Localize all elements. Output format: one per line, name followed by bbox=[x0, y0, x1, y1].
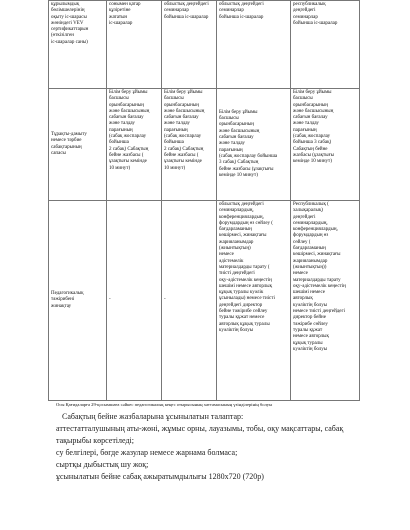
footnote: Осы Қағидаларға 29-қосымшаға сәйкес педагогикалық кеңес отырысының хаттамасының үзінділерінің болуы bbox=[56, 402, 273, 407]
table-cell bbox=[162, 89, 217, 201]
cell-line: құрылымдық bbox=[51, 2, 80, 7]
table-cell bbox=[291, 201, 360, 401]
cell-line: материалдарды тарату bbox=[293, 277, 341, 283]
cell-line: құзіретіне bbox=[109, 8, 131, 14]
cell-line: Білім беру ұйымы bbox=[109, 90, 148, 95]
cell-line: бейне жазбасы ( bbox=[164, 152, 199, 158]
cell-line: жарияланымдар bbox=[293, 258, 328, 264]
cell-line: куәліктің болуы bbox=[293, 346, 328, 352]
cell-line: семинарлар bbox=[293, 14, 318, 20]
row-label bbox=[49, 201, 107, 401]
cell-line: форумдардың өз сөйлеу ( bbox=[219, 220, 273, 226]
cell-line: немесе bbox=[293, 271, 308, 277]
cell-line: бағдарламаның bbox=[293, 246, 326, 252]
cell-line: (сабақ жоспарлау bbox=[164, 134, 202, 140]
cell-line: авторлық құқық туралы bbox=[219, 321, 270, 327]
cell-line: сонымен қатар bbox=[109, 2, 141, 7]
table-row bbox=[49, 1, 360, 89]
cell-line: сабағын бағалау bbox=[109, 115, 144, 121]
cell-line: сапасы bbox=[51, 150, 66, 156]
row-label bbox=[49, 89, 107, 201]
cell-line: парағының bbox=[293, 127, 317, 133]
cell-line: құқық туралы bbox=[293, 340, 323, 346]
cell-line: (өткізілген bbox=[51, 33, 74, 39]
cell-line: облыстық деңгейдегі bbox=[219, 2, 264, 7]
cell-line: немесе авторлық bbox=[293, 334, 329, 340]
cell-line: туралы құжат bbox=[293, 327, 323, 333]
cell-line: парағының bbox=[219, 147, 243, 153]
paragraph-line: сыртқы дыбыстық шу жоқ; bbox=[56, 460, 149, 469]
cell-line: халықаралық) bbox=[293, 208, 323, 214]
cell-line: жататын bbox=[109, 14, 128, 20]
cell-line: конференциялардың, bbox=[293, 227, 338, 233]
cell-line: (сабақ жоспарлау bbox=[293, 134, 331, 140]
cell-line: материалдарды тарату ( bbox=[219, 264, 270, 270]
cell-line: облыстық деңгейдегі bbox=[219, 202, 264, 207]
cell-line: Білім беру ұйымы bbox=[219, 109, 258, 115]
cell-line: ұзақтығы кемінде bbox=[164, 159, 202, 165]
cell-line: тәжірибе сөйлеу bbox=[293, 321, 328, 327]
cell-line: орынбасарының bbox=[109, 102, 144, 108]
cell-line: Сабақтың бейне bbox=[293, 146, 328, 152]
cell-line: форумдардың өз bbox=[293, 233, 329, 239]
cell-line: (сабақ жоспарлау бойынша bbox=[219, 153, 278, 159]
table-cell bbox=[107, 1, 162, 89]
cell-line: және басшысының bbox=[293, 108, 334, 114]
cell-line: оқу-әдістемелік кеңестің bbox=[293, 283, 346, 289]
cell-line: деңгейдегі bbox=[293, 8, 316, 14]
cell-line: Республикалық ( bbox=[293, 202, 329, 207]
cell-line: тиісті деңгейдегі bbox=[219, 271, 255, 277]
cell-line: бойынша іс-шаралар bbox=[293, 20, 338, 26]
cell-line: бойынша bbox=[164, 140, 184, 146]
cell-line: іс-шаралар bbox=[109, 20, 133, 26]
cell-line: шешімі немесе авторлық bbox=[219, 283, 273, 289]
cell-line: деңгейдегі bbox=[293, 214, 316, 220]
cell-line: жөніндегі VEV bbox=[51, 20, 84, 26]
cell-line: басшысы bbox=[109, 96, 129, 102]
cell-line: орынбасарының bbox=[293, 102, 328, 108]
cell-line: орынбасарының bbox=[164, 102, 199, 108]
cell-line: орынбасарының bbox=[219, 122, 254, 128]
cell-line: бойынша bbox=[109, 140, 129, 146]
cell-line: басшысы bbox=[293, 96, 313, 102]
table-cell: - bbox=[162, 201, 217, 401]
cell-line: бейне тәжірибе сөйлеу bbox=[219, 309, 268, 315]
cell-line: сабақтарының bbox=[51, 144, 82, 150]
table-cell bbox=[217, 1, 291, 89]
cell-line: сертификаттарын bbox=[51, 27, 89, 33]
cell-line: 2 сабақ) Сабақтың bbox=[164, 146, 204, 152]
cell-line: әдістемелік bbox=[219, 258, 244, 264]
cell-line: немесе тәрбие bbox=[51, 138, 82, 144]
cell-line: директор бейне bbox=[293, 315, 326, 321]
table-cell bbox=[291, 1, 360, 89]
cell-line: және талдау bbox=[109, 121, 135, 127]
cell-line: және талдау bbox=[293, 121, 319, 127]
cell-line: Тұрақты-дамыту bbox=[51, 131, 87, 137]
criteria-table-container bbox=[48, 0, 359, 401]
cell-line: жарияланымдар bbox=[219, 239, 254, 245]
cell-line: бойынша іс-шаралар bbox=[164, 14, 209, 20]
cell-line: семинарлардың, bbox=[219, 208, 254, 214]
cell-line: куәліктің болуы bbox=[293, 302, 328, 308]
cell-line: және басшысының bbox=[109, 108, 150, 114]
table-cell: - bbox=[107, 201, 162, 401]
table-cell bbox=[217, 201, 291, 401]
cell-line: парағының bbox=[109, 127, 133, 133]
cell-line: бойынша іс-шаралар bbox=[219, 14, 264, 20]
cell-line: семинарлардың, bbox=[293, 220, 328, 226]
cell-line: облыстық деңгейдегі bbox=[164, 2, 209, 7]
cell-line: деңгейдегі директор bbox=[219, 302, 263, 308]
cell-line: (сабақ жоспарлау bbox=[109, 134, 147, 140]
cell-line: 3 сабақ) Сабақтың bbox=[219, 160, 259, 166]
cell-line: көшірмесі, жинақтағы bbox=[293, 252, 341, 258]
cell-line: Білім беру ұйымы bbox=[293, 90, 332, 95]
cell-line: бағдарламаның bbox=[219, 227, 252, 233]
cell-line: бөлімшелерінің bbox=[51, 8, 85, 14]
cell-line: 2 сабақ) Сабақтың bbox=[109, 146, 149, 152]
cell-line: Педагогикалық bbox=[51, 291, 84, 297]
cell-line: ұсынылады) немесе тиісті bbox=[219, 296, 275, 302]
cell-line: жазбасы (ұзақтығы bbox=[293, 152, 334, 158]
cell-line: сабағын бағалау bbox=[293, 115, 328, 121]
table-cell bbox=[291, 89, 360, 201]
cell-line: бойынша 3 сабақ) bbox=[293, 140, 332, 146]
cell-line: көшірмесі, жинақтағы bbox=[219, 233, 267, 239]
paragraph-line: аттестатталушының аты-жөні, жұмыс орны, лауазымы, тобы, оқу мақсаттары, сабақ bbox=[56, 424, 344, 433]
table-cell bbox=[217, 89, 291, 201]
cell-line: немесе тиісті деңгейдегі bbox=[293, 309, 345, 315]
cell-line: және басшысының bbox=[219, 128, 260, 134]
cell-line: кемінде 10 минут) bbox=[293, 159, 332, 165]
paragraph-line: тақырыбы көрсетіледі; bbox=[56, 436, 134, 445]
requirements-heading: Сабақтың бейне жазбаларына ұсынылатын талаптар: bbox=[62, 412, 244, 421]
cell-line: іс-шаралар саны) bbox=[51, 39, 88, 45]
criteria-table bbox=[48, 0, 360, 401]
cell-line: немесе bbox=[219, 252, 234, 258]
cell-line: 10 минут) bbox=[109, 165, 131, 171]
cell-line: және талдау bbox=[219, 141, 245, 147]
cell-line: және басшысының bbox=[164, 108, 205, 114]
cell-line: бейне жазбасы (ұзақтығы bbox=[219, 166, 274, 172]
cell-line: семинарлар bbox=[219, 8, 244, 14]
cell-line: басшысы bbox=[219, 116, 239, 122]
cell-line: парағының bbox=[164, 127, 188, 133]
cell-line: оқу-әдістемелік кеңестің bbox=[219, 277, 272, 283]
cell-line: (жиынтықтың)) bbox=[293, 264, 327, 270]
cell-line: авторлық bbox=[293, 296, 313, 302]
cell-line: (жиынтықтың) bbox=[219, 246, 251, 252]
cell-line: сөйлеу ( bbox=[293, 239, 311, 245]
table-cell bbox=[49, 1, 107, 89]
cell-line: сабағын бағалау bbox=[219, 135, 254, 141]
cell-line: шешімі немесе bbox=[293, 290, 326, 296]
cell-line: оқыту іс-шарасы bbox=[51, 14, 87, 20]
table-row bbox=[49, 89, 360, 201]
cell-line: жинақтау bbox=[51, 303, 72, 309]
table-row bbox=[49, 201, 360, 401]
cell-line: тәжірибені bbox=[51, 297, 75, 303]
cell-line: семинарлар bbox=[164, 8, 189, 14]
table-cell bbox=[107, 89, 162, 201]
table-cell bbox=[162, 1, 217, 89]
cell-line: ұзақтығы кемінде bbox=[109, 159, 147, 165]
cell-line: және талдау bbox=[164, 121, 190, 127]
cell-line: куәліктің болуы bbox=[219, 327, 254, 333]
paragraph-line: ұсынылатын бейне сабақ ажыратымдылығы 1280х720 (720р) bbox=[56, 472, 264, 481]
cell-line: республикалық bbox=[293, 2, 326, 7]
cell-line: сабағын бағалау bbox=[164, 115, 199, 121]
paragraph-line: су белгілері, бөгде жазулар немесе жарнама болмаса; bbox=[56, 448, 238, 457]
cell-line: Білім беру ұйымы bbox=[164, 90, 203, 95]
cell-line: құқық туралы куәлік bbox=[219, 290, 264, 296]
cell-line: кемінде 10 минут) bbox=[219, 172, 258, 178]
cell-line: бейне жазбасы ( bbox=[109, 152, 144, 158]
cell-line: туралы құжат немесе bbox=[219, 315, 265, 321]
cell-line: 10 минут) bbox=[164, 165, 186, 171]
cell-line: конференциялардың, bbox=[219, 214, 264, 220]
cell-line: басшысы bbox=[164, 96, 184, 102]
